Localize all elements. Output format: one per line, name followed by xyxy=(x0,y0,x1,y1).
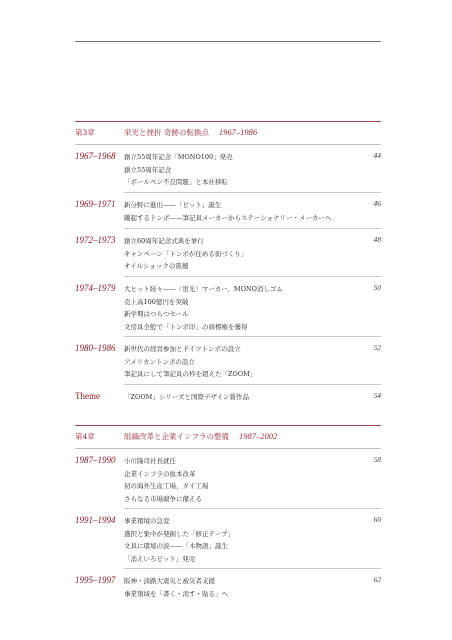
entry-line: アメリカントンボの設立 xyxy=(124,357,196,366)
entry-year: 1980–1986 xyxy=(75,343,116,353)
toc-entry[interactable] xyxy=(75,145,381,193)
entry-line: 事業環境の急変 xyxy=(124,517,170,525)
entry-line: キャンペーン「トンボが住める街づくり」 xyxy=(124,249,248,258)
entry-line: 新世代の経営参加とドイツトンボの設立 xyxy=(124,345,241,353)
entry-page: 58 xyxy=(373,455,381,464)
entry-line: 創立60周年記念式典を挙行 xyxy=(124,237,204,245)
chapter-title-text: 組織改革と企業インフラの整備 xyxy=(124,432,229,441)
chapter-title xyxy=(124,431,277,442)
entry-year: 1972–1973 xyxy=(75,235,116,245)
entry-page: 46 xyxy=(373,199,381,208)
entry-page: 44 xyxy=(373,151,381,160)
top-divider xyxy=(75,41,381,42)
toc-entry-theme[interactable] xyxy=(75,385,381,405)
chapter-title xyxy=(124,127,257,138)
toc-entry[interactable] xyxy=(75,569,381,605)
entry-line: 創立55周年記念 xyxy=(124,165,172,174)
toc-entry[interactable] xyxy=(75,229,381,277)
entry-line: さらなる市場競争に備える xyxy=(124,494,202,503)
entry-line: 選択と集中が発掘した「修正テープ」 xyxy=(124,529,235,538)
chapter-number: 第4章 xyxy=(75,432,95,441)
chapter-4-section xyxy=(75,425,381,605)
entry-lines xyxy=(124,515,234,565)
entry-lines xyxy=(124,391,249,404)
entry-page: 48 xyxy=(373,235,381,244)
entry-year: Theme xyxy=(75,391,100,401)
entry-page: 60 xyxy=(373,515,381,524)
entry-lines xyxy=(124,199,331,224)
entry-line: 文具に環境の波——「木物語」誕生 xyxy=(124,542,228,550)
entry-page: 52 xyxy=(373,343,381,352)
entry-page: 62 xyxy=(373,575,381,584)
entry-line: 創立55周年記念「MONO100」発売 xyxy=(124,153,233,161)
entry-line: 阪神・淡路大震災と被災者支援 xyxy=(124,577,215,585)
entry-year: 1995–1997 xyxy=(75,575,116,585)
entry-lines xyxy=(124,455,208,505)
entry-line: 大ヒット続々——〈蛍光〉マーカー、MONO消しゴム xyxy=(124,285,283,293)
entry-lines xyxy=(124,235,247,273)
chapter-header xyxy=(75,122,381,144)
entry-year: 1967–1968 xyxy=(75,151,116,161)
entry-line: 躍起するトンボ——筆記具メーカーからステーショナリー・メーカーへ xyxy=(124,213,332,222)
entry-page: 54 xyxy=(373,391,381,400)
entry-year: 1987–1990 xyxy=(75,455,116,465)
chapter-years: 1967–1986 xyxy=(218,127,258,137)
toc-entry[interactable] xyxy=(75,277,381,337)
entry-line: 「ボールペン不良問題」と本社移転 xyxy=(124,178,228,186)
entry-line: 筆記具にして筆記具の枠を超えた「ZOOM」 xyxy=(124,370,257,378)
entry-lines xyxy=(124,575,228,600)
chapter-header xyxy=(75,426,381,448)
chapter-3-section xyxy=(75,121,381,405)
entry-page: 50 xyxy=(373,283,381,292)
entry-lines xyxy=(124,283,283,333)
toc-entry[interactable] xyxy=(75,337,381,385)
entry-line: オイルショックの震撼 xyxy=(124,262,189,270)
entry-lines xyxy=(124,343,256,381)
toc-entry[interactable] xyxy=(75,193,381,229)
entry-line: 小川隆司社長就任 xyxy=(124,457,176,465)
entry-line: 新分野に進出——「ビット」誕生 xyxy=(124,201,222,209)
toc-entry[interactable] xyxy=(75,509,381,569)
entry-line: 新学期はつらつセール xyxy=(124,310,189,318)
entry-year: 1974–1979 xyxy=(75,283,116,293)
entry-line: 文房具全般で「トンボ印」の商標権を獲得 xyxy=(124,322,248,331)
entry-year: 1969–1971 xyxy=(75,199,116,209)
entry-line: 初の海外生産工場、タイ工場 xyxy=(124,482,209,490)
entry-line: 「消えいろピット」発売 xyxy=(124,554,196,563)
chapter-title-text: 栄光と挫折 奇跡の転換点 xyxy=(124,128,209,137)
entry-line: 事業領域を「書く・消す・貼る」へ xyxy=(124,589,228,598)
entry-line: 企業インフラの抜本改革 xyxy=(124,469,196,478)
entry-line: 売上高100億円を突破 xyxy=(124,297,189,306)
toc-entry[interactable] xyxy=(75,449,381,509)
entry-year: 1991–1994 xyxy=(75,515,116,525)
chapter-years: 1987–2002 xyxy=(239,431,278,441)
chapter-number: 第3章 xyxy=(75,128,95,137)
entry-lines xyxy=(124,151,233,189)
entry-line: 「ZOOM」シリーズと国際デザイン賞作品 xyxy=(124,393,250,401)
